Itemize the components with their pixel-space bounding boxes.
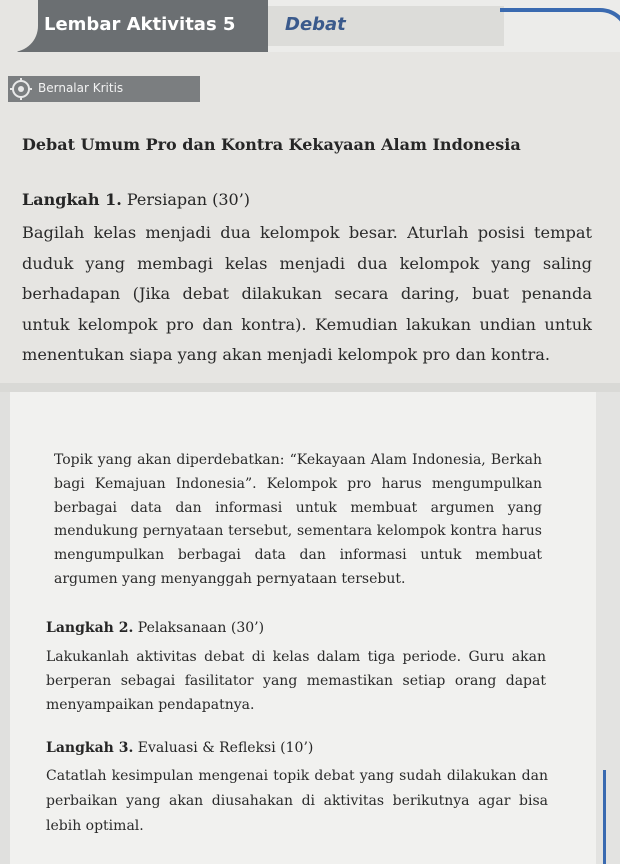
lower-page-shadow — [0, 392, 10, 864]
step1-heading-text: Persiapan (30’) — [121, 190, 251, 209]
step3-heading-number: Langkah 3. — [46, 740, 134, 756]
brain-gear-icon — [10, 78, 32, 100]
step2-body: Lakukanlah aktivitas debat di kelas dalam tiga periode. Guru akan berperan sebagai fasilitator yang memastikan setiap orang dapat menyampaikan pendapatnya. — [46, 649, 546, 713]
step1-heading-number: Langkah 1. — [22, 190, 122, 209]
badge-label: Bernalar Kritis — [38, 81, 124, 95]
upper-page — [0, 0, 620, 383]
decorative-line — [603, 770, 606, 864]
step1-heading — [22, 190, 250, 209]
step3-body: Catatlah kesimpulan mengenai topik debat yang sudah dilakukan dan perbaikan yang akan diusahakan di aktivitas berikutnya agar bisa lebih optimal. — [46, 768, 548, 834]
activity-type: Debat — [285, 14, 346, 35]
step1-body: Bagilah kelas menjadi dua kelompok besar. Aturlah posisi tempat duduk yang membagi kelas menjadi dua kelompok yang saling berhadapan (Jika debat dilakukan secara daring, buat penanda untuk kelompok pro dan kontra). Kemudian lakukan undian untuk menentukan siapa yang akan menjadi kelompok pro dan kontra. — [22, 223, 592, 364]
header-decorative-curve — [500, 8, 620, 48]
step3-heading-text: Evaluasi & Refleksi (10’) — [133, 740, 314, 756]
step2-heading-number: Langkah 2. — [46, 620, 134, 636]
step2-heading-text: Pelaksanaan (30’) — [133, 620, 265, 636]
topic-paragraph: Topik yang akan diperdebatkan: “Kekayaan Alam Indonesia, Berkah bagi Kemajuan Indonesia”. Kelompok pro harus mengumpulkan berbagai data dan informasi untuk membuat argumen yang mendukung pernyataan tersebut, sementara kelompok kontra harus mengumpulkan berbagai data dan informasi untuk membuat argumen yang menyanggah pernyataan tersebut. — [54, 452, 542, 587]
skill-badge — [8, 76, 200, 102]
lower-page-edge — [596, 392, 620, 864]
document-title: Debat Umum Pro dan Kontra Kekayaan Alam Indonesia — [22, 135, 521, 154]
step3-heading — [46, 740, 313, 756]
step2-heading — [46, 620, 264, 636]
activity-title: Lembar Aktivitas 5 — [44, 14, 236, 35]
